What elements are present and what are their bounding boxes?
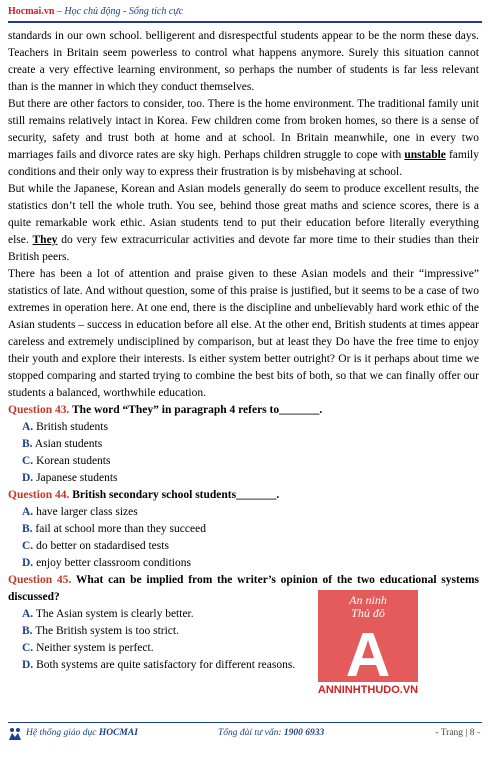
- page-number: - Trang | 8 -: [435, 728, 480, 738]
- passage-text: But there are other factors to consider, too. There is the home environment. The traditional family unit still remains relatively intact in Korea. Few children come from broken homes, so there is a sense of security, safety and trust both at home and at school. In Britain meanwhile, one in every two marriages fails and divorce rates are sky high. Perhaps children struggle to cope with: [8, 98, 479, 161]
- hocmai-logo-icon: [8, 727, 22, 741]
- option-d[interactable]: [22, 470, 257, 487]
- question-44: [8, 487, 479, 504]
- passage-paragraph: standards in our own school. belligerent and disrespectful students appear to be the norm these days. Teachers in Britain seem powerless to control what happens anymore. Surely this situation cannot create a very effective learning environment, so perhaps the number of students is far less relevant than is the manner in which they conduct themselves.: [8, 30, 479, 93]
- page-header: [8, 6, 482, 22]
- option-letter: D.: [22, 659, 34, 671]
- option-d[interactable]: [22, 555, 257, 572]
- underlined-word: They: [32, 234, 58, 246]
- footer-left: [26, 728, 138, 738]
- passage-paragraph: [8, 181, 479, 266]
- option-letter: A.: [22, 608, 34, 620]
- option-text: have larger class sizes: [33, 506, 138, 518]
- option-letter: D.: [22, 557, 34, 569]
- passage-text: But while the Japanese, Korean and Asian models generally do seem to produce excellent results, the statistics don’t tell the whole truth. You see, behind those great maths and science scores, there is a quite remarkable work ethic. Asian students tend to put their education before literally everything else.: [8, 183, 479, 246]
- option-text: The British system is too strict.: [32, 625, 179, 637]
- question-text: British secondary school students_______.: [69, 489, 280, 501]
- option-text: Neither system is perfect.: [33, 642, 154, 654]
- watermark-site: ANNINHTHUDO.VN: [317, 684, 419, 696]
- watermark-line2: Thủ đô: [351, 606, 385, 620]
- watermark-line1: An ninh: [349, 593, 387, 607]
- page-footer: [8, 727, 482, 743]
- footer-middle: [218, 728, 324, 738]
- option-letter: A.: [22, 421, 34, 433]
- option-text: Japanese students: [33, 472, 118, 484]
- watermark-letter: A: [345, 621, 391, 682]
- header-divider: [8, 21, 482, 23]
- option-letter: C.: [22, 455, 34, 467]
- question-label: Question 44.: [8, 489, 70, 501]
- question-44-options: [8, 504, 479, 572]
- question-43: [8, 402, 479, 419]
- option-c[interactable]: [22, 538, 257, 555]
- option-text: Both systems are quite satisfactory for different reasons.: [33, 659, 296, 671]
- passage-text: do very few extracurricular activities and devote far more time to their studies than their British peers.: [8, 234, 479, 263]
- option-text: fail at school more than they succeed: [32, 523, 206, 535]
- option-a[interactable]: [22, 419, 257, 436]
- passage-paragraph: There has been a lot of attention and praise given to these Asian models and their “impressive” statistics of late. And without question, some of this praise is justified, but it seems to be a case of two extremes in operation here. At one end, there is the discipline and unbelievably hard work ethic of the Asian students – success in education before all else. At the other end, British students at times appear careless and extremely undisciplined by comparison, but at least they Do have the free time to enjoy their youth and explore their interests. Is either system better outright? Or is it perhaps about time we stopped comparing and started trying to combine the best bits of both, so that we can finally offer our students a balanced, worthwhile education.: [8, 268, 479, 399]
- option-c[interactable]: [22, 453, 257, 470]
- footer-brand: HOCMAI: [98, 728, 138, 738]
- question-43-options: [8, 419, 479, 487]
- option-letter: C.: [22, 642, 34, 654]
- underlined-word: unstable: [404, 149, 446, 161]
- question-label: Question 43.: [8, 404, 70, 416]
- option-text: Asian students: [32, 438, 103, 450]
- footer-text: Hệ thống giáo dục: [26, 728, 99, 738]
- option-letter: B.: [22, 625, 33, 637]
- document-body: [8, 28, 479, 674]
- option-letter: B.: [22, 438, 33, 450]
- option-text: British students: [33, 421, 108, 433]
- question-text: The word “They” in paragraph 4 refers to_______.: [69, 404, 323, 416]
- option-b[interactable]: [22, 521, 257, 538]
- hotline-number: 1900 6933: [283, 728, 325, 738]
- option-text: The Asian system is clearly better.: [33, 608, 194, 620]
- option-text: Korean students: [33, 455, 111, 467]
- option-letter: C.: [22, 540, 34, 552]
- option-b[interactable]: [22, 436, 257, 453]
- watermark-logo: [318, 590, 418, 682]
- question-text: What can be implied from the writer’s opinion of the two educational systems discussed?: [8, 574, 479, 603]
- option-letter: D.: [22, 472, 34, 484]
- option-a[interactable]: [22, 504, 257, 521]
- header-tagline: – Học chủ động - Sống tích cực: [54, 6, 184, 17]
- brand-name: Hocmai.vn: [8, 6, 55, 17]
- option-letter: B.: [22, 523, 33, 535]
- option-text: enjoy better classroom conditions: [33, 557, 191, 569]
- option-text: do better on stadardised tests: [33, 540, 169, 552]
- footer-text: Tổng đài tư vấn:: [218, 728, 284, 738]
- option-letter: A.: [22, 506, 34, 518]
- footer-divider: [8, 722, 482, 723]
- question-label: Question 45.: [8, 574, 72, 586]
- passage-text: family conditions and their only way to express their frustration is by misbehaving at school.: [8, 149, 479, 178]
- passage-paragraph: [8, 96, 479, 181]
